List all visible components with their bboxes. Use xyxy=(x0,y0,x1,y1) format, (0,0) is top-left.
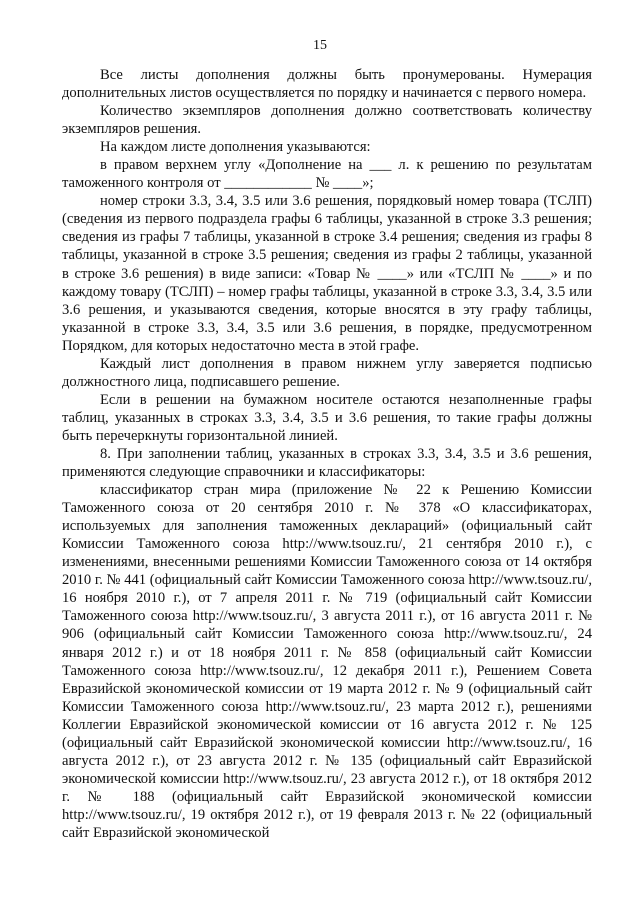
paragraph-country-classifier: классификатор стран мира (приложение № 22 к Решению Комиссии Таможенного союза от 20 сентября 2010 г. № 378 «О классификаторах, используемых для заполнения таможенных деклараций» (официальный сайт Комиссии Таможенного союза http://www.tsouz.ru/, 21 сентября 2010 г.), с изменениями, внесенными решениями Комиссии Таможенного союза от 14 октября 2010 г. № 441 (официальный сайт Комиссии Таможенного союза http://www.tsouz.ru/, 16 ноября 2010 г.), от 7 апреля 2011 г. № 719 (официальный сайт Комиссии Таможенного союза http://www.tsouz.ru/, 3 августа 2011 г.), от 16 августа 2011 г. № 906 (официальный сайт Комиссии Таможенного союза http://www.tsouz.ru/, 24 января 2012 г.) и от 18 ноября 2011 г. № 858 (официальный сайт Комиссии Таможенного союза http://www.tsouz.ru/, 12 декабря 2011 г.), Решением Совета Евразийской экономической комиссии от 19 марта 2012 г. № 9 (официальный сайт Комиссии Таможенного союза http://www.tsouz.ru/, 23 марта 2012 г.), решениями Коллегии Евразийской экономической комиссии от 16 августа 2012 г. № 125 (официальный сайт Евразийской экономической комиссии http://www.tsouz.ru/, 16 августа 2012 г.), от 23 августа 2012 г. № 135 (официальный сайт Евразийской экономической комиссии http://www.tsouz.ru/, 23 августа 2012 г.), от 18 октября 2012 г. № 188 (официальный сайт Евразийской экономической комиссии http://www.tsouz.ru/, 19 октября 2012 г.), от 19 февраля 2013 г. № 22 (официальный сайт Евразийской экономической xyxy=(62,482,592,841)
paragraph-top-right-corner: в правом верхнем углу «Дополнение на ___ л. к решению по результатам таможенного контроля от ____________ № ____»; xyxy=(62,157,592,192)
paragraph-section-8: 8. При заполнении таблиц, указанных в строках 3.3, 3.4, 3.5 и 3.6 решения, применяются следующие справочники и классификаторы: xyxy=(62,445,592,481)
paragraph-signature: Каждый лист дополнения в правом нижнем углу заверяется подписью должностного лица, подписавшего решение. xyxy=(62,355,592,390)
paragraph-copies-count: Количество экземпляров дополнения должно соответствовать количеству экземпляров решения. xyxy=(62,103,592,138)
page-number: 15 xyxy=(313,38,327,53)
paragraph-row-number: номер строки 3.3, 3.4, 3.5 или 3.6 решения, порядковый номер товара (ТСЛП) (сведения из первого подраздела графы 6 таблицы, указанной в строке 3.3 решения; сведения из графы 7 таблицы, указанной в строке 3.4 решения; сведения из графы 8 таблицы, указанной в строке 3.5 решения; сведения из графы 2 таблицы, указанной в строке 3.6 решения) в виде записи: «Товар № ____» или «ТСЛП № ____» и по каждому товару (ТСЛП) – номер графы таблицы, указанной в строке 3.3, 3.4, 3.5 или 3.6 решения, и указываются сведения, которые вносятся в эту графу таблицы, указанной в строке 3.3, 3.4, 3.5 или 3.6 решения, в порядке, предусмотренном Порядком, для которых недостаточно места в этой графе. xyxy=(62,193,592,354)
document-body xyxy=(62,66,592,842)
paragraph-sheet-contents-intro: На каждом листе дополнения указываются: xyxy=(100,139,371,156)
paragraph-sheet-numbering: Все листы дополнения должны быть пронумерованы. Нумерация дополнительных листов осуществляется по порядку и начинается с первого номера. xyxy=(62,67,592,102)
paragraph-unfilled-columns: Если в решении на бумажном носителе остаются незаполненные графы таблиц, указанных в строках 3.3, 3.4, 3.5 и 3.6 решения, то такие графы должны быть перечеркнуты горизонтальной линией. xyxy=(62,391,592,444)
